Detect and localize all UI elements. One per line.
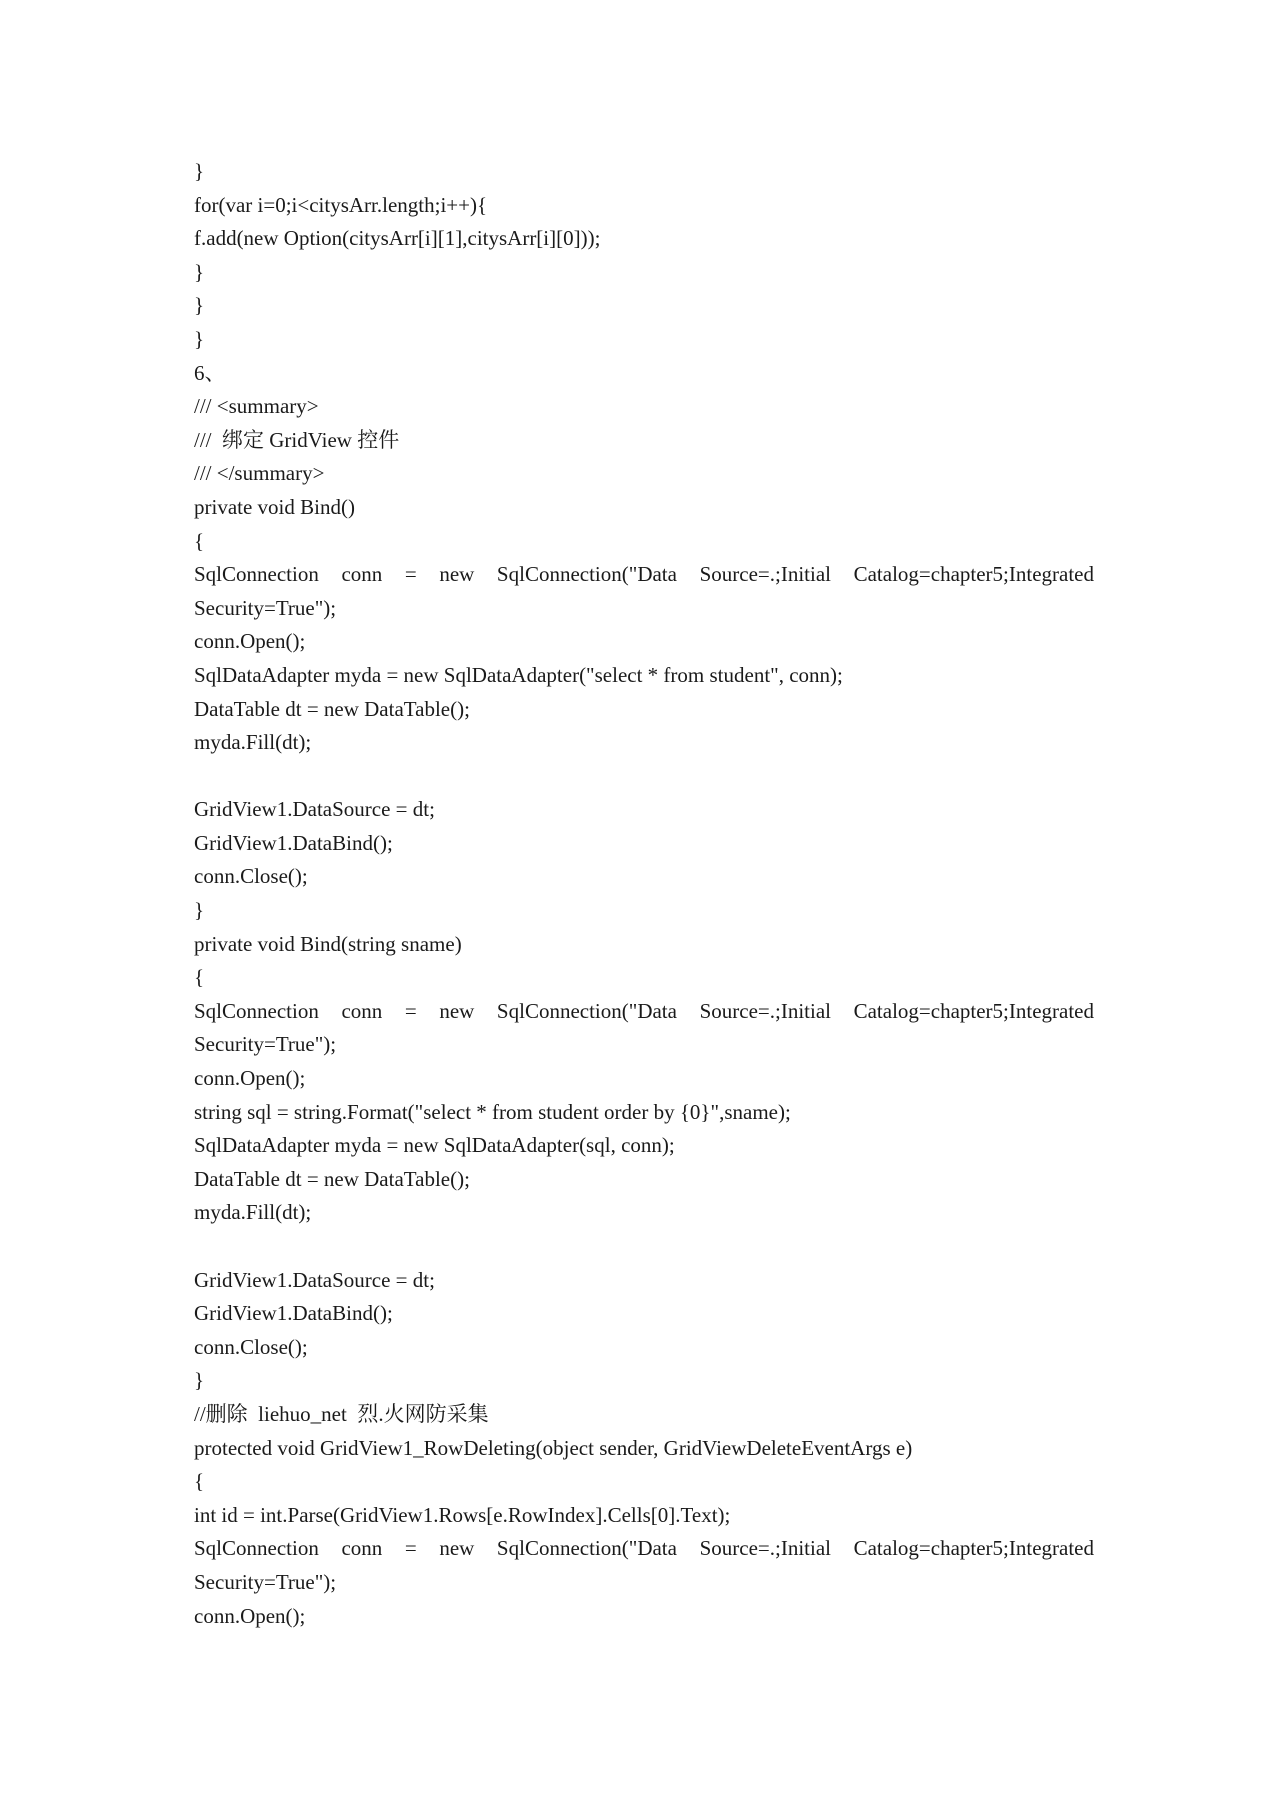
code-line: Security=True"); <box>194 1569 337 1594</box>
code-line: DataTable dt = new DataTable(); <box>194 696 470 721</box>
blank-line <box>194 1230 1094 1264</box>
code-line: } <box>194 1368 205 1393</box>
code-line: { <box>194 1469 205 1494</box>
code-line: { <box>194 528 205 553</box>
code-line: myda.Fill(dt); <box>194 730 312 755</box>
code-line: DataTable dt = new DataTable(); <box>194 1166 470 1191</box>
code-line: f.add(new Option(citysArr[i][1],citysArr[i][0])); <box>194 226 601 251</box>
code-line: SqlConnection conn = new SqlConnection("Data Source=.;Initial Catalog=chapter5;Integrated <box>194 998 1094 1023</box>
code-line: private void Bind() <box>194 494 355 519</box>
code-line: } <box>194 326 205 351</box>
code-line: protected void GridView1_RowDeleting(object sender, GridViewDeleteEventArgs e) <box>194 1435 913 1460</box>
code-line: conn.Open(); <box>194 1066 306 1091</box>
code-line: Security=True"); <box>194 595 337 620</box>
code-line: SqlDataAdapter myda = new SqlDataAdapter(sql, conn); <box>194 1133 675 1158</box>
code-line: string sql = string.Format("select * from student order by {0}",sname); <box>194 1099 791 1124</box>
code-line: /// <summary> <box>194 394 319 419</box>
code-line: GridView1.DataBind(); <box>194 830 393 855</box>
code-line: conn.Open(); <box>194 629 306 654</box>
code-line: conn.Close(); <box>194 1334 308 1359</box>
code-line: } <box>194 259 205 284</box>
code-line: GridView1.DataBind(); <box>194 1301 393 1326</box>
section-number: 6、 <box>194 360 226 385</box>
code-line: GridView1.DataSource = dt; <box>194 797 435 822</box>
code-line: Security=True"); <box>194 1032 337 1057</box>
code-line: SqlConnection conn = new SqlConnection("Data Source=.;Initial Catalog=chapter5;Integrated <box>194 1536 1094 1561</box>
code-line: private void Bind(string sname) <box>194 931 462 956</box>
code-line: } <box>194 898 205 923</box>
code-line: /// 绑定 GridView 控件 <box>194 427 400 452</box>
code-line: } <box>194 159 205 183</box>
code-line: SqlConnection conn = new SqlConnection("Data Source=.;Initial Catalog=chapter5;Integrated <box>194 562 1094 587</box>
code-line: for(var i=0;i<citysArr.length;i++){ <box>194 192 488 217</box>
code-line: /// </summary> <box>194 461 325 486</box>
code-comment: //删除 liehuo_net 烈.火网防采集 <box>194 1401 489 1426</box>
code-line: { <box>194 965 205 990</box>
code-line: SqlDataAdapter myda = new SqlDataAdapter("select * from student", conn); <box>194 662 843 687</box>
code-line: int id = int.Parse(GridView1.Rows[e.RowIndex].Cells[0].Text); <box>194 1502 731 1527</box>
code-line: conn.Open(); <box>194 1603 306 1628</box>
code-listing <box>194 155 1094 1633</box>
code-line: GridView1.DataSource = dt; <box>194 1267 435 1292</box>
code-line: } <box>194 293 205 318</box>
blank-line <box>194 760 1094 794</box>
code-line: conn.Close(); <box>194 864 308 889</box>
code-line: myda.Fill(dt); <box>194 1200 312 1225</box>
